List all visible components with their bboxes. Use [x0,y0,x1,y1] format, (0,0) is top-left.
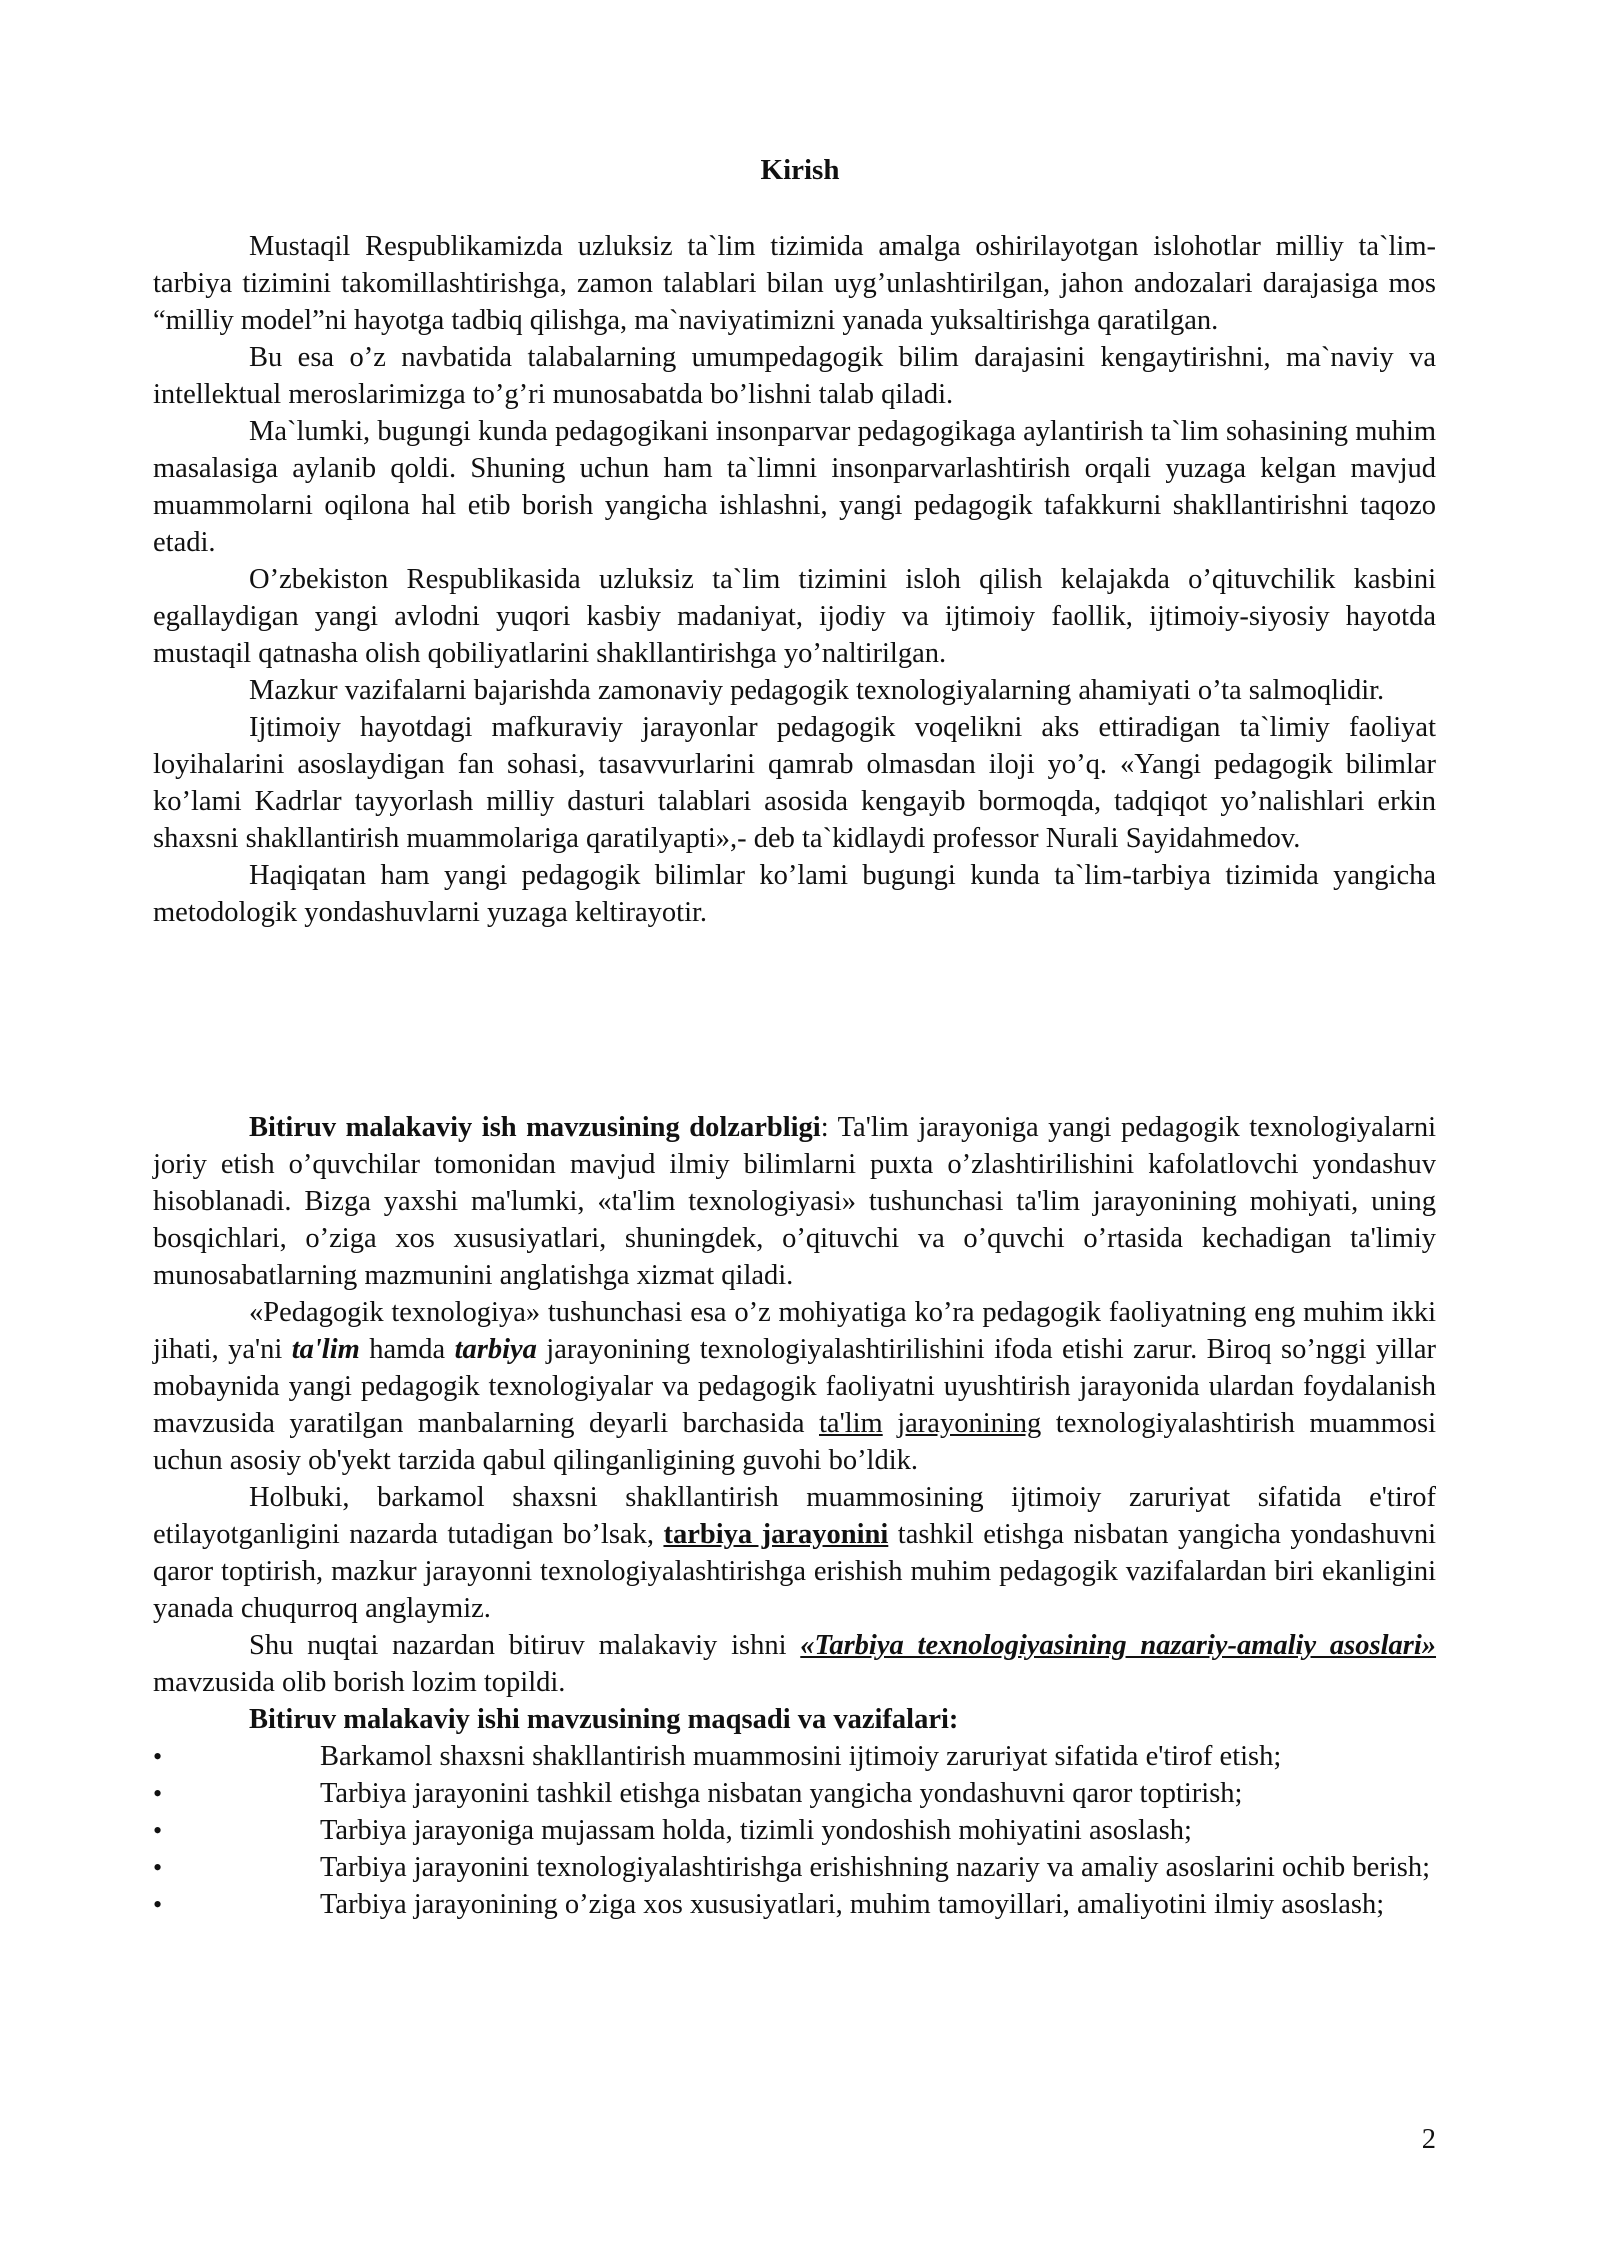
list-item [153,1849,1436,1886]
relevance-paragraph-2 [153,1294,1436,1479]
relevance-heading: Bitiruv malakaviy ish mavzusining dolzarbligi [249,1112,821,1143]
list-item [153,1775,1436,1812]
underlined-jarayonining: jarayonining [897,1408,1042,1439]
intro-section [153,228,1436,931]
intro-paragraph-4: O’zbekiston Respublikasida uzluksiz ta`lim tizimini isloh qilish kelajakda o’qituvchilik kasbini egallaydigan yangi avlodni yuqori kasbiy madaniyat, ijodiy va ijtimoiy faollik, ijtimoiy-siyosiy hayotda mustaqil qatnasha olish qobiliyatlarini shakllantirishga yo’naltirilgan. [153,564,1436,669]
goals-heading: Bitiruv malakaviy ishi mavzusining maqsadi va vazifalari: [249,1704,959,1735]
text-run: mavzusida olib borish lozim topildi. [153,1667,566,1698]
list-item-text: Tarbiya jarayonining o’ziga xos xususiyatlari, muhim tamoyillari, amaliyotini ilmiy asoslash; [320,1889,1385,1920]
intro-paragraph-2: Bu esa o’z navbatida talabalarning umumpedagogik bilim darajasini kengaytirishni, ma`naviy va intellektual meroslarimizga to’g’ri munosabatda bo’lishni talab qiladi. [153,342,1436,410]
intro-paragraph-3: Ma`lumki, bugungi kunda pedagogikani insonparvar pedagogikaga aylantirish ta`lim sohasining muhim masalasiga aylanib qoldi. Shuning uchun ham ta`limni insonparvarlashtirish orqali yuzaga kelgan mavjud muammolarni oqilona hal etib borish yangicha ishlashni, yangi pedagogik tafakkurni shakllantirishni taqozo etadi. [153,416,1436,558]
text-run: tashkil etishga nisbatan yangicha yondashuvni qaror toptirish, mazkur jarayonni texnologiyalashtirishga erishish muhim pedagogik vazifalardan biri ekanligini yanada chuqurroq anglaymiz. [153,1519,1436,1624]
text-run: jarayonining texnologiyalashtirilishini ifoda etishi zarur. Biroq so’nggi yillar mobaynida yangi pedagogik texnologiyalar va pedagogik faoliyatni uyushtirish jarayonida ulardan foydalanish mavzusida yaratilgan manbalarning deyarli barchasida [153,1334,1437,1439]
intro-paragraph-1: Mustaqil Respublikamizda uzluksiz ta`lim tizimida amalga oshirilayotgan islohotlar milliy ta`lim-tarbiya tizimini takomillashtirishga, zamon talablari bilan uyg’unlashtirilgan, jahon andozalari darajasiga mos “milliy model”ni hayotga tadbiq qilishga, ma`naviyatimizni yanada yuksaltirishga qaratilgan. [153,231,1436,336]
list-item [153,1738,1436,1775]
relevance-paragraph-4 [153,1627,1436,1701]
list-item [153,1886,1436,1923]
list-item [153,1812,1436,1849]
text-run: «Pedagogik texnologiya» tushunchasi esa o’z mohiyatiga ko’ra pedagogik faoliyatning eng muhim ikki jihati, ya'ni [153,1297,1436,1365]
text-run [883,1408,898,1439]
relevance-paragraph-3 [153,1479,1436,1627]
intro-paragraph-5: Mazkur vazifalarni bajarishda zamonaviy pedagogik texnologiyalarning ahamiyati o’ta salmoqlidir. [249,675,1385,706]
bullet-icon: • [153,1890,163,1919]
text-run: Holbuki, barkamol shaxsni shakllantirish muammosining ijtimoiy zaruriyat sifatida e'tirof etilayotganligini nazarda tutadigan bo’lsak, [153,1482,1436,1550]
thesis-topic: «Tarbiya texnologiyasining nazariy-amaliy asoslari» [800,1630,1437,1661]
list-item-text: Tarbiya jarayonini texnologiyalashtirishga erishishning nazariy va amaliy asoslarini ochib berish; [320,1852,1430,1883]
bullet-icon: • [153,1742,163,1771]
list-item-text: Tarbiya jarayonini tashkil etishga nisbatan yangicha yondashuvni qaror toptirish; [320,1778,1243,1809]
text-run: Shu nuqtai nazardan bitiruv malakaviy ishni [249,1630,801,1661]
bullet-icon: • [153,1853,163,1882]
text-run: texnologiyalashtirish muammosi uchun asosiy ob'yekt tarzida qabul qilinganligining guvohi bo’ldik. [153,1408,1436,1476]
bullet-icon: • [153,1816,163,1845]
relevance-section [153,1109,1436,1923]
text-run: hamda [359,1334,455,1365]
emphasis-talim: ta'lim [291,1334,360,1365]
intro-paragraph-6: Ijtimoiy hayotdagi mafkuraviy jarayonlar pedagogik voqelikni aks ettiradigan ta`limiy faoliyat loyihalarini asoslaydigan fan sohasi, tasavvurlarini qamrab olmasdan iloji yo’q. «Yangi pedagogik bilimlar ko’lami Kadrlar tayyorlash milliy dasturi talablari asosida kengayib bormoqda, tadqiqot yo’nalishlari erkin shaxsni shakllantirish muammolariga qaratilyapti»,- deb ta`kidlaydi professor Nurali Sayidahmedov. [153,712,1436,854]
page-number: 2 [1421,2124,1436,2155]
goals-list [153,1738,1436,1923]
relevance-text: Ta'lim jarayoniga yangi pedagogik texnologiyalarni joriy etish o’quvchilar tomonidan mavjud ilmiy bilimlarni puxta o’zlashtirilishini kafolatlovchi yondashuv hisoblanadi. Bizga yaxshi ma'lumki, «ta'lim texnologiyasi» tushunchasi ta'lim jarayonining mohiyati, uning bosqichlari, o’ziga xos xususiyatlari, shuningdek, o’qituvchi va o’quvchi o’rtasida kechadigan ta'limiy munosabatlarning mazmunini anglatishga xizmat qiladi. [153,1112,1436,1291]
list-item-text: Barkamol shaxsni shakllantirish muammosini ijtimoiy zaruriyat sifatida e'tirof etish; [320,1741,1282,1772]
underlined-talim: ta'lim [819,1408,883,1439]
bullet-icon: • [153,1779,163,1808]
page-title: Kirish [760,154,840,186]
relevance-colon: : [820,1112,829,1143]
emphasis-tarbiya-jarayonini: tarbiya jarayonini [663,1519,889,1550]
list-item-text: Tarbiya jarayoniga mujassam holda, tizimli yondoshish mohiyatini asoslash; [320,1815,1192,1846]
relevance-paragraph-1 [153,1109,1436,1294]
intro-paragraph-7: Haqiqatan ham yangi pedagogik bilimlar ko’lami bugungi kunda ta`lim-tarbiya tizimida yangicha metodologik yondashuvlarni yuzaga keltirayotir. [153,860,1436,928]
emphasis-tarbiya: tarbiya [454,1334,537,1365]
